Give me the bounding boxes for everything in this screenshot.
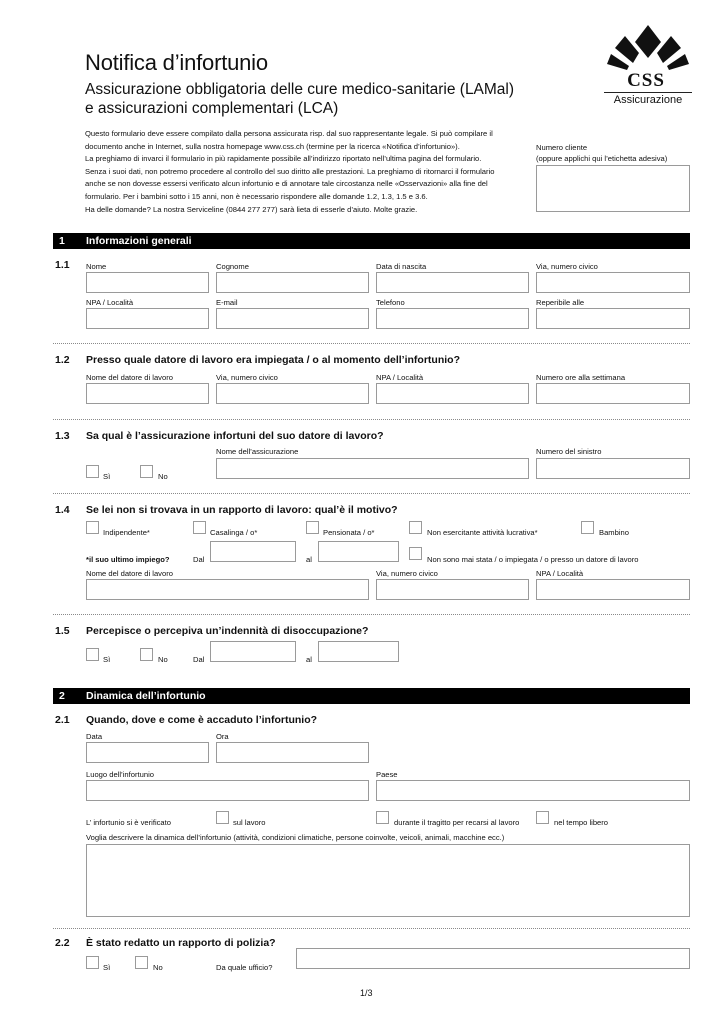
question-1-2: Presso quale datore di lavoro era impiegata / o al momento dell’infortunio?: [86, 354, 460, 366]
section-number: 2: [59, 690, 65, 702]
logo-divider: [604, 92, 692, 93]
no-checkbox[interactable]: [140, 465, 153, 478]
divider: [53, 493, 690, 494]
date-field[interactable]: [86, 742, 209, 763]
question-2-2: È stato redatto un rapporto di polizia?: [86, 937, 276, 949]
last-employer-label: Nome del datore di lavoro: [86, 569, 173, 578]
birthdate-label: Data di nascita: [376, 262, 427, 271]
yes-label: Sì: [103, 472, 111, 481]
office-field[interactable]: [296, 948, 690, 969]
last-employer-field[interactable]: [86, 579, 369, 600]
intro-line: anche se non dovesse essersi verificato alcun infortunio e di annotare tale circostanza nelle «Osservazioni» alla fine del: [85, 179, 488, 189]
surname-field[interactable]: [216, 272, 369, 293]
question-2-1: Quando, dove e come è accaduto l’infortunio?: [86, 714, 318, 726]
hours-label: Numero ore alla settimana: [536, 373, 626, 382]
birthdate-field[interactable]: [376, 272, 529, 293]
insurer-field[interactable]: [216, 458, 529, 479]
divider: [53, 343, 690, 344]
at-work-label: sul lavoro: [233, 818, 266, 827]
employer-zip-label: NPA / Località: [376, 373, 424, 382]
intro-text: [85, 128, 525, 216]
no-label: No: [158, 655, 168, 664]
to-label: al: [306, 555, 312, 564]
page-title: Notifica d’infortunio: [85, 50, 268, 75]
customer-number-hint: (oppure applichi qui l’etichetta adesiva): [536, 154, 668, 163]
yes-label: Sì: [103, 963, 111, 972]
question-number-1-5: 1.5: [55, 625, 70, 637]
claim-field[interactable]: [536, 458, 690, 479]
page-number: 1/3: [360, 988, 373, 998]
child-label: Bambino: [599, 528, 629, 537]
customer-number-field[interactable]: [536, 165, 690, 212]
reachable-field[interactable]: [536, 308, 690, 329]
claim-label: Numero del sinistro: [536, 447, 602, 456]
never-employed-checkbox[interactable]: [409, 547, 422, 560]
from-label: Dal: [193, 555, 205, 564]
yes-label: Sì: [103, 655, 111, 664]
commute-checkbox[interactable]: [376, 811, 389, 824]
question-1-5: Percepisce o percepiva un’indennità di disoccupazione?: [86, 625, 369, 637]
zip-city-field[interactable]: [86, 308, 209, 329]
intro-line: Senza i suoi dati, non potremo procedere al controllo del suo diritto alle prestazioni. La preghiamo di ritornarci il formulario: [85, 166, 495, 176]
last-employer-zip-label: NPA / Località: [536, 569, 584, 578]
no-label: No: [158, 472, 168, 481]
time-field[interactable]: [216, 742, 369, 763]
phone-label: Telefono: [376, 298, 405, 307]
country-label: Paese: [376, 770, 398, 779]
surname-label: Cognome: [216, 262, 249, 271]
section-title: Informazioni generali: [86, 235, 192, 247]
name-field[interactable]: [86, 272, 209, 293]
section-number: 1: [59, 235, 65, 247]
divider: [53, 614, 690, 615]
section-1-header: [53, 233, 690, 249]
intro-line: documento anche in Internet, sulla nostra homepage www.css.ch (termine per la ricerca «Notifica d’infortunio»).: [85, 141, 460, 151]
email-field[interactable]: [216, 308, 369, 329]
pensioner-checkbox[interactable]: [306, 521, 319, 534]
section-title: Dinamica dell’infortunio: [86, 690, 206, 702]
employer-label: Nome del datore di lavoro: [86, 373, 173, 382]
free-time-checkbox[interactable]: [536, 811, 549, 824]
intro-line: formulario. Per i bambini sotto i 15 anni, non è necessario rispondere alle domande 1.2, 1.3, 1.5 e 3.6.: [85, 191, 428, 201]
question-number-1-4: 1.4: [55, 504, 70, 516]
intro-line: Ha delle domande? La nostra Serviceline (0844 277 277) sarà lieta di esserle d’aiuto. Molte grazie.: [85, 204, 418, 214]
no-label: No: [153, 963, 163, 972]
last-employer-street-field[interactable]: [376, 579, 529, 600]
no-checkbox[interactable]: [140, 648, 153, 661]
reachable-label: Reperibile alle: [536, 298, 585, 307]
employer-street-label: Via, numero civico: [216, 373, 278, 382]
zip-city-label: NPA / Località: [86, 298, 134, 307]
employer-zip-field[interactable]: [376, 383, 529, 404]
last-employer-street-label: Via, numero civico: [376, 569, 438, 578]
yes-checkbox[interactable]: [86, 465, 99, 478]
from-date-field[interactable]: [210, 541, 296, 562]
to-date-field[interactable]: [318, 541, 399, 562]
independent-label: Indipendente*: [103, 528, 150, 537]
insurer-label: Nome dell’assicurazione: [216, 447, 299, 456]
date-label: Data: [86, 732, 103, 741]
occurred-label: L’ infortunio si è verificato: [86, 818, 171, 827]
intro-line: Questo formulario deve essere compilato dalla persona assicurata risp. dal suo rappresentante legale. Si può compilare il: [85, 129, 493, 138]
place-label: Luogo dell’infortunio: [86, 770, 154, 779]
question-1-4: Se lei non si trovava in un rapporto di lavoro: qual’è il motivo?: [86, 504, 398, 516]
phone-field[interactable]: [376, 308, 529, 329]
commute-label: durante il tragitto per recarsi al lavoro: [394, 818, 520, 827]
intro-line: La preghiamo di invarci il formulario in più rapidamente possibile all’indirizzo riportato nell’ultima pagina del formulario.: [85, 154, 482, 164]
logo-tagline: Assicurazione: [613, 94, 683, 106]
yes-checkbox[interactable]: [86, 648, 99, 661]
unemployment-from-field[interactable]: [210, 641, 296, 662]
time-label: Ora: [216, 732, 229, 741]
section-2-header: [53, 688, 690, 704]
free-time-label: nel tempo libero: [554, 818, 609, 827]
subtitle-line-2: e assicurazioni complementari (LCA): [85, 100, 339, 117]
logo-brand: CSS: [627, 70, 665, 91]
last-job-label: *il suo ultimo impiego?: [86, 555, 170, 564]
question-number-2-1: 2.1: [55, 714, 70, 726]
child-checkbox[interactable]: [581, 521, 594, 534]
at-work-checkbox[interactable]: [216, 811, 229, 824]
last-employer-zip-field[interactable]: [536, 579, 690, 600]
housewife-label: Casalinga / o*: [210, 528, 258, 537]
employer-street-field[interactable]: [216, 383, 369, 404]
independent-checkbox[interactable]: [86, 521, 99, 534]
yes-checkbox[interactable]: [86, 956, 99, 969]
question-number-1-1: 1.1: [55, 259, 70, 271]
no-checkbox[interactable]: [135, 956, 148, 969]
describe-label: Voglia descrivere la dinamica dell’infortunio (attività, condizioni climatiche, persone coinvolte, veicoli, animali, macchine ecc.): [86, 833, 505, 842]
divider: [53, 928, 690, 929]
street-field[interactable]: [536, 272, 690, 293]
description-textarea[interactable]: [86, 844, 690, 917]
to-label: al: [306, 655, 312, 664]
country-field[interactable]: [376, 780, 690, 801]
non-working-checkbox[interactable]: [409, 521, 422, 534]
unemployment-to-field[interactable]: [318, 641, 399, 662]
office-label: Da quale ufficio?: [216, 963, 273, 972]
non-working-label: Non esercitante attività lucrativa*: [427, 528, 538, 537]
question-number-1-3: 1.3: [55, 430, 70, 442]
place-field[interactable]: [86, 780, 369, 801]
name-label: Nome: [86, 262, 107, 271]
customer-number-label: Numero cliente: [536, 143, 588, 152]
hours-field[interactable]: [536, 383, 690, 404]
from-label: Dal: [193, 655, 205, 664]
subtitle-line-1: Assicurazione obbligatoria delle cure medico-sanitarie (LAMal): [85, 81, 515, 98]
question-1-3: Sa qual è l’assicurazione infortuni del suo datore di lavoro?: [86, 430, 384, 442]
pensioner-label: Pensionata / o*: [323, 528, 375, 537]
housewife-checkbox[interactable]: [193, 521, 206, 534]
question-number-1-2: 1.2: [55, 354, 70, 366]
never-employed-label: Non sono mai stata / o impiegata / o presso un datore di lavoro: [427, 555, 639, 564]
email-label: E-mail: [216, 298, 238, 307]
page-subtitle: [85, 80, 514, 118]
divider: [53, 419, 690, 420]
employer-field[interactable]: [86, 383, 209, 404]
street-label: Via, numero civico: [536, 262, 598, 271]
question-number-2-2: 2.2: [55, 937, 70, 949]
